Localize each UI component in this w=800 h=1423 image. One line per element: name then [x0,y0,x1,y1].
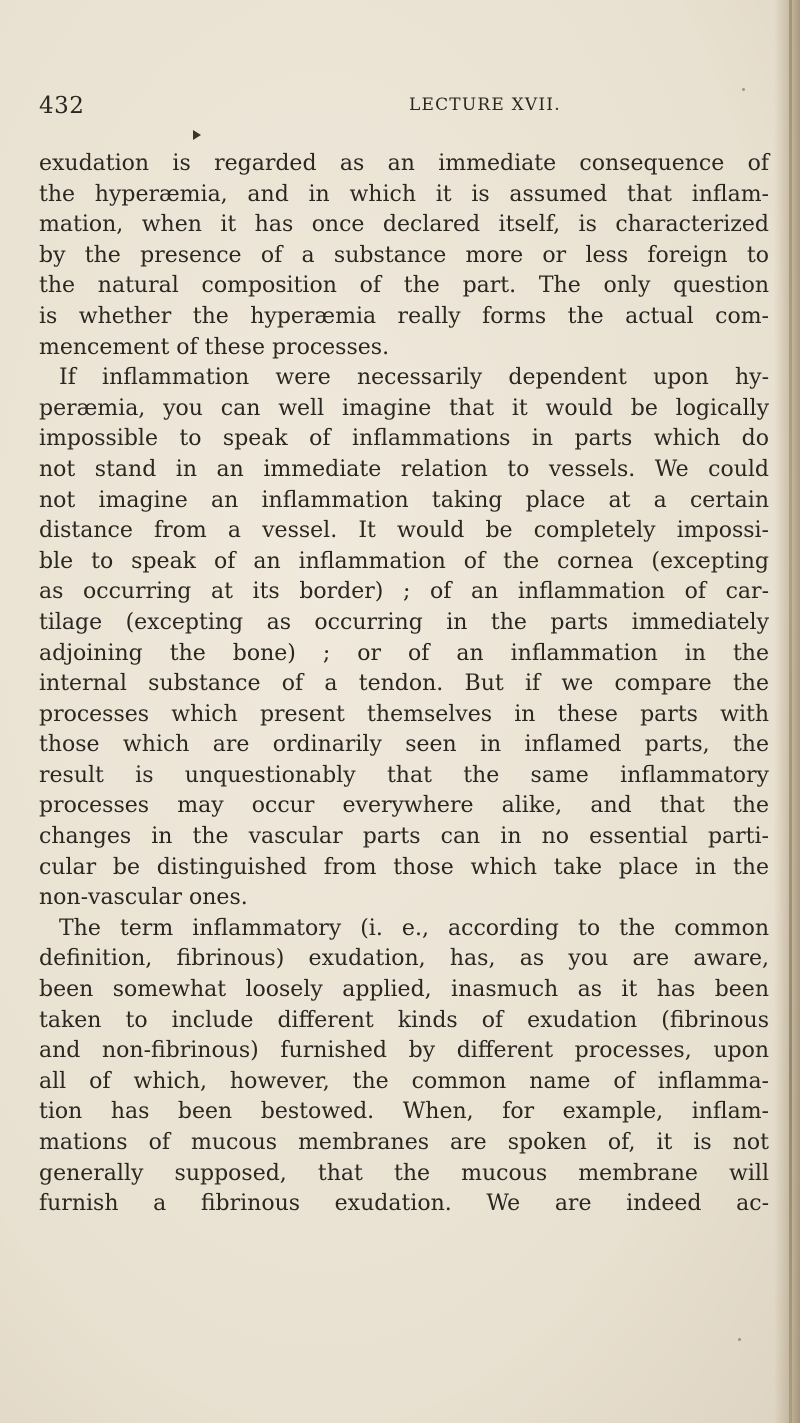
paper-speck [738,1338,741,1341]
text-line: changes in the vascular parts can in no essential parti- [39,824,769,850]
text-line: furnish a fibrinous exudation. We are indeed ac- [39,1191,769,1217]
text-line: all of which, however, the common name of inflamma- [39,1068,769,1094]
text-line: tilage (excepting as occurring in the parts immediately [39,609,769,635]
page-header [39,93,779,123]
text-line: mation, when it has once declared itself, is characterized [39,212,769,238]
text-line: ble to speak of an inflammation of the cornea (excepting [39,548,769,574]
text-line: mencement of these processes. [39,334,390,360]
text-line: adjoining the bone) ; or of an inflammation in the [39,640,769,666]
text-line: tion has been bestowed. When, for example, inflam- [39,1099,769,1125]
text-line: If inflammation were necessarily dependent upon hy- [59,365,769,391]
text-line: generally supposed, that the mucous membrane will [39,1160,769,1186]
text-line: those which are ordinarily seen in inflamed parts, the [39,732,769,758]
page-number: 432 [39,93,85,119]
text-line: processes which present themselves in these parts with [39,701,769,727]
text-line: exudation is regarded as an immediate consequence of [39,151,769,176]
text-line: mations of mucous membranes are spoken of, it is not [39,1130,769,1155]
text-line: impossible to speak of inflammations in parts which do [39,426,769,452]
text-line: and non-fibrinous) furnished by different processes, upon [39,1038,769,1064]
text-line: internal substance of a tendon. But if we compare the [39,671,769,697]
running-head: LECTURE XVII. [409,95,561,115]
text-line: been somewhat loosely applied, inasmuch as it has been [39,977,769,1003]
text-line: as occurring at its border) ; of an inflammation of car- [39,579,769,605]
text-line: distance from a vessel. It would be completely impossi- [39,518,769,544]
text-line: definition, fibrinous) exudation, has, as you are aware, [39,946,769,972]
text-line: by the presence of a substance more or less foreign to [39,242,769,268]
page-edge-shadow [774,0,800,1423]
text-line: cular be distinguished from those which take place in the [39,854,769,880]
text-line: not stand in an immediate relation to vessels. We could [39,456,769,482]
paper-speck [742,88,745,91]
text-line: the natural composition of the part. The only question [39,273,769,299]
text-line: the hyperæmia, and in which it is assumed that inflam- [39,181,769,207]
print-mark-arrow-icon [193,130,201,140]
page-gutter-edge [789,0,792,1423]
text-line: peræmia, you can well imagine that it would be logically [39,395,769,421]
text-line: The term inflammatory (i. e., according to the common [59,915,769,941]
text-line: is whether the hyperæmia really forms the actual com- [39,303,769,329]
text-line: processes may occur everywhere alike, and that the [39,793,769,819]
text-line: non-vascular ones. [39,885,248,911]
body-text [39,149,769,1220]
text-line: not imagine an inflammation taking place at a certain [39,487,769,513]
text-line: taken to include different kinds of exudation (fibrinous [39,1007,769,1033]
text-line: result is unquestionably that the same inflammatory [39,762,769,788]
